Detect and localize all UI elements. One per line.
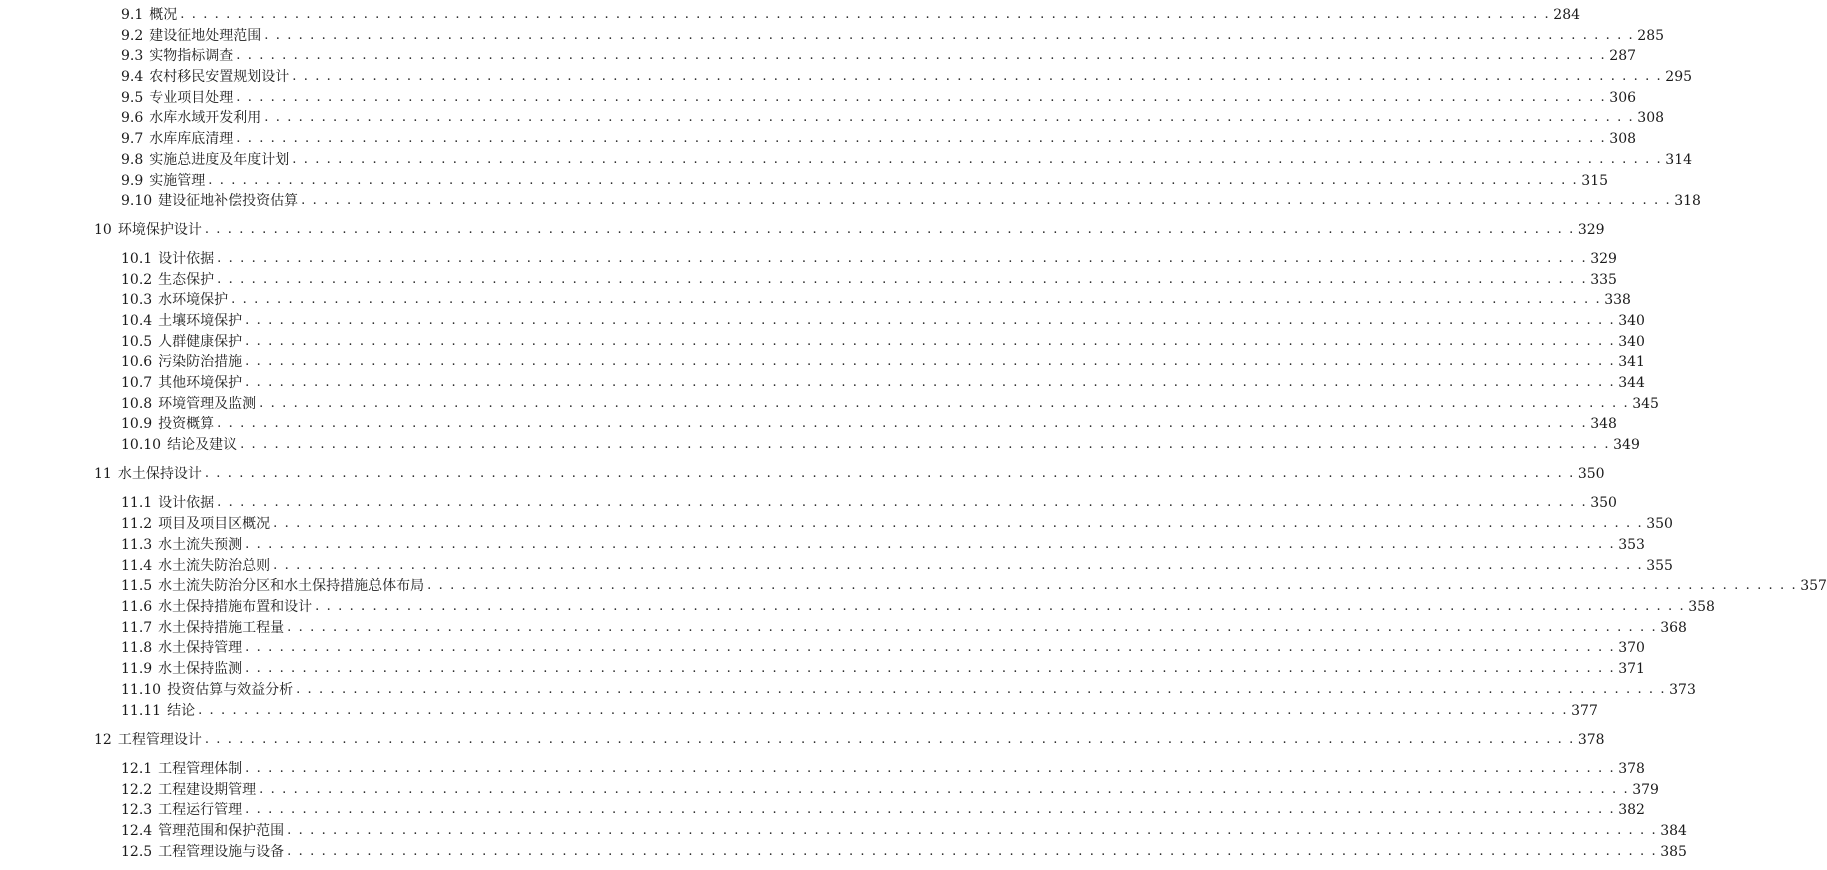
page-number: 378	[1577, 732, 1605, 748]
section-number: 9.4	[121, 69, 144, 85]
toc-section-entry[interactable]	[121, 535, 1645, 556]
section-number: 9.2	[121, 28, 144, 44]
page-number: 340	[1618, 334, 1645, 350]
section-title: 结论及建议	[167, 437, 238, 453]
section-title: 水土保持措施布置和设计	[158, 599, 313, 615]
section-title: 土壤环境保护	[158, 313, 243, 329]
toc-section-entry[interactable]	[121, 249, 1617, 270]
toc-section-entry[interactable]	[121, 680, 1696, 701]
page-number: 370	[1618, 640, 1645, 656]
section-title: 水土保持监测	[158, 661, 243, 677]
page-number: 350	[1646, 516, 1673, 532]
section-number: 10.5	[121, 334, 153, 350]
page-number: 338	[1604, 292, 1631, 308]
toc-section-entry[interactable]	[121, 394, 1659, 415]
dot-leader: . . . . . . . . . . . . . . . . . . . . . . . . . . . . . . . . . . . . . . . . . . . . . . . . . . . . . . . . . . . . . . . . . . . . . . . . . . . . . . . . . . . . . . . . . . . . . . . . . . . . . . . . . . . . . . . . . . . . . . . .	[198, 703, 1569, 718]
toc-entry-label	[121, 701, 195, 721]
section-title: 污染防治措施	[158, 354, 243, 370]
section-title: 设计依据	[158, 495, 215, 511]
section-title: 管理范围和保护范围	[158, 823, 285, 839]
toc-entry-label	[121, 352, 242, 372]
toc-entry-label	[121, 373, 242, 393]
toc-entry-label	[121, 311, 242, 331]
dot-leader: . . . . . . . . . . . . . . . . . . . . . . . . . . . . . . . . . . . . . . . . . . . . . . . . . . . . . . . . . . . . . . . . . . . . . . . . . . . . . . . . . . . . . . . . . . . . . . . . . . . . . . . . . . . . . . . . . . . . . . . .	[204, 732, 1575, 747]
toc-entry-label	[121, 290, 228, 310]
page-number: 371	[1618, 661, 1645, 677]
toc-entry-label	[121, 435, 237, 455]
section-title: 工程管理设施与设备	[158, 844, 285, 860]
section-title: 工程管理设计	[117, 732, 202, 748]
section-number: 10.10	[121, 437, 162, 453]
toc-entry-label	[121, 638, 242, 658]
section-number: 11.4	[121, 558, 153, 574]
dot-leader: . . . . . . . . . . . . . . . . . . . . . . . . . . . . . . . . . . . . . . . . . . . . . . . . . . . . . . . . . . . . . . . . . . . . . . . . . . . . . . . . . . . . . . . . . . . . . . . . . . . . . . . . . . . . . . . . . . . . . . . .	[236, 131, 1607, 146]
section-number: 10.1	[121, 251, 153, 267]
toc-entry-label	[121, 780, 256, 800]
toc-entry-label	[121, 821, 284, 841]
toc-entry-label	[121, 67, 289, 87]
section-title: 水库库底清理	[149, 131, 234, 147]
toc-entry-label	[121, 576, 424, 596]
section-title: 实施管理	[149, 173, 206, 189]
section-title: 结论	[167, 703, 196, 719]
dot-leader: . . . . . . . . . . . . . . . . . . . . . . . . . . . . . . . . . . . . . . . . . . . . . . . . . . . . . . . . . . . . . . . . . . . . . . . . . . . . . . . . . . . . . . . . . . . . . . . . . . . . . . . . . . . . . . . . . . . . . . . .	[287, 823, 1658, 838]
toc-entry-label	[121, 191, 298, 211]
section-title: 专业项目处理	[149, 90, 234, 106]
toc-entry-label	[121, 842, 284, 862]
page-number: 377	[1571, 703, 1598, 719]
dot-leader: . . . . . . . . . . . . . . . . . . . . . . . . . . . . . . . . . . . . . . . . . . . . . . . . . . . . . . . . . . . . . . . . . . . . . . . . . . . . . . . . . . . . . . . . . . . . . . . . . . . . . . . . . . . . . . . . . . . . . . . .	[180, 7, 1551, 22]
dot-leader: . . . . . . . . . . . . . . . . . . . . . . . . . . . . . . . . . . . . . . . . . . . . . . . . . . . . . . . . . . . . . . . . . . . . . . . . . . . . . . . . . . . . . . . . . . . . . . . . . . . . . . . . . . . . . . . . . . . . . . . .	[217, 495, 1588, 510]
toc-section-entry[interactable]	[121, 46, 1637, 67]
section-number: 11.5	[121, 578, 153, 594]
section-number: 10.6	[121, 354, 153, 370]
dot-leader: . . . . . . . . . . . . . . . . . . . . . . . . . . . . . . . . . . . . . . . . . . . . . . . . . . . . . . . . . . . . . . . . . . . . . . . . . . . . . . . . . . . . . . . . . . . . . . . . . . . . . . . . . . . . . . . . . . . . . . . .	[217, 251, 1588, 266]
toc-section-entry[interactable]	[121, 493, 1617, 514]
dot-leader: . . . . . . . . . . . . . . . . . . . . . . . . . . . . . . . . . . . . . . . . . . . . . . . . . . . . . . . . . . . . . . . . . . . . . . . . . . . . . . . . . . . . . . . . . . . . . . . . . . . . . . . . . . . . . . . . . . . . . . . .	[264, 110, 1635, 125]
page-number: 329	[1577, 222, 1605, 238]
section-title: 水土保持管理	[158, 640, 243, 656]
section-number: 12	[94, 732, 112, 748]
page-number: 314	[1665, 152, 1693, 168]
dot-leader: . . . . . . . . . . . . . . . . . . . . . . . . . . . . . . . . . . . . . . . . . . . . . . . . . . . . . . . . . . . . . . . . . . . . . . . . . . . . . . . . . . . . . . . . . . . . . . . . . . . . . . . . . . . . . . . . . . . . . . . .	[208, 173, 1579, 188]
section-title: 设计依据	[158, 251, 215, 267]
toc-section-entry[interactable]	[121, 191, 1701, 212]
section-number: 10.2	[121, 272, 153, 288]
dot-leader: . . . . . . . . . . . . . . . . . . . . . . . . . . . . . . . . . . . . . . . . . . . . . . . . . . . . . . . . . . . . . . . . . . . . . . . . . . . . . . . . . . . . . . . . . . . . . . . . . . . . . . . . . . . . . . . . . . . . . . . .	[245, 661, 1616, 676]
dot-leader: . . . . . . . . . . . . . . . . . . . . . . . . . . . . . . . . . . . . . . . . . . . . . . . . . . . . . . . . . . . . . . . . . . . . . . . . . . . . . . . . . . . . . . . . . . . . . . . . . . . . . . . . . . . . . . . . . . . . . . . .	[236, 90, 1607, 105]
section-number: 10.3	[121, 292, 153, 308]
dot-leader: . . . . . . . . . . . . . . . . . . . . . . . . . . . . . . . . . . . . . . . . . . . . . . . . . . . . . . . . . . . . . . . . . . . . . . . . . . . . . . . . . . . . . . . . . . . . . . . . . . . . . . . . . . . . . . . . . . . . . . . .	[259, 782, 1630, 797]
toc-entry-label	[121, 332, 242, 352]
section-title: 农村移民安置规划设计	[149, 69, 290, 85]
toc-section-entry[interactable]	[121, 780, 1659, 801]
section-number: 9.1	[121, 7, 144, 23]
toc-entry-label	[121, 108, 261, 128]
page-number: 318	[1674, 193, 1701, 209]
toc-section-entry[interactable]	[121, 129, 1637, 150]
toc-section-entry[interactable]	[121, 556, 1673, 577]
toc-entry-label	[121, 171, 205, 191]
dot-leader: . . . . . . . . . . . . . . . . . . . . . . . . . . . . . . . . . . . . . . . . . . . . . . . . . . . . . . . . . . . . . . . . . . . . . . . . . . . . . . . . . . . . . . . . . . . . . . . . . . . . . . . . . . . . . . . . . . . . . . . .	[287, 620, 1658, 635]
dot-leader: . . . . . . . . . . . . . . . . . . . . . . . . . . . . . . . . . . . . . . . . . . . . . . . . . . . . . . . . . . . . . . . . . . . . . . . . . . . . . . . . . . . . . . . . . . . . . . . . . . . . . . . . . . . . . . . . . . . . . . . .	[231, 292, 1602, 307]
toc-entry-label	[121, 535, 242, 555]
section-number: 10.7	[121, 375, 153, 391]
toc-entry-label	[121, 414, 214, 434]
toc-section-entry[interactable]	[121, 800, 1645, 821]
toc-section-entry[interactable]	[121, 5, 1581, 26]
dot-leader: . . . . . . . . . . . . . . . . . . . . . . . . . . . . . . . . . . . . . . . . . . . . . . . . . . . . . . . . . . . . . . . . . . . . . . . . . . . . . . . . . . . . . . . . . . . . . . . . . . . . . . . . . . . . . . . . . . . . . . . .	[245, 354, 1616, 369]
toc-entry-label	[121, 249, 214, 269]
toc-entry-label	[121, 129, 233, 149]
section-number: 10.9	[121, 416, 153, 432]
section-number: 11.8	[121, 640, 153, 656]
dot-leader: . . . . . . . . . . . . . . . . . . . . . . . . . . . . . . . . . . . . . . . . . . . . . . . . . . . . . . . . . . . . . . . . . . . . . . . . . . . . . . . . . . . . . . . . . . . . . . . . . . . . . . . . . . . . . . . . . . . . . . . .	[264, 28, 1635, 43]
toc-section-entry[interactable]	[121, 759, 1645, 780]
toc-entry-label	[121, 680, 293, 700]
dot-leader: . . . . . . . . . . . . . . . . . . . . . . . . . . . . . . . . . . . . . . . . . . . . . . . . . . . . . . . . . . . . . . . . . . . . . . . . . . . . . . . . . . . . . . . . . . . . . . . . . . . . . . . . . . . . . . . . . . . . . . . .	[245, 537, 1616, 552]
dot-leader: . . . . . . . . . . . . . . . . . . . . . . . . . . . . . . . . . . . . . . . . . . . . . . . . . . . . . . . . . . . . . . . . . . . . . . . . . . . . . . . . . . . . . . . . . . . . . . . . . . . . . . . . . . . . . . . . . . . . . . . .	[217, 272, 1588, 287]
page-number: 357	[1800, 578, 1827, 594]
toc-section-entry[interactable]	[121, 311, 1645, 332]
section-number: 11.9	[121, 661, 153, 677]
section-number: 12.2	[121, 782, 153, 798]
toc-entry-label	[121, 618, 284, 638]
page-number: 353	[1618, 537, 1645, 553]
section-title: 项目及项目区概况	[158, 516, 271, 532]
toc-section-entry[interactable]	[121, 514, 1673, 535]
toc-section-entry[interactable]	[121, 150, 1693, 171]
section-title: 概况	[149, 7, 178, 23]
section-number: 11.7	[121, 620, 153, 636]
section-title: 工程管理体制	[158, 761, 243, 777]
dot-leader: . . . . . . . . . . . . . . . . . . . . . . . . . . . . . . . . . . . . . . . . . . . . . . . . . . . . . . . . . . . . . . . . . . . . . . . . . . . . . . . . . . . . . . . . . . . . . . . . . . . . . . . . . . . . . . . . . . . . . . . .	[245, 761, 1616, 776]
toc-section-entry[interactable]	[121, 26, 1665, 47]
section-number: 11.1	[121, 495, 153, 511]
section-title: 实物指标调查	[149, 48, 234, 64]
section-number: 11.11	[121, 703, 162, 719]
page-number: 358	[1688, 599, 1715, 615]
section-number: 12.5	[121, 844, 153, 860]
section-number: 10.8	[121, 396, 153, 412]
toc-chapter-entry[interactable]	[94, 464, 1605, 485]
section-number: 11.3	[121, 537, 153, 553]
page-number: 308	[1637, 110, 1665, 126]
page-number: 340	[1618, 313, 1645, 329]
page-number: 348	[1590, 416, 1617, 432]
section-title: 水库水域开发利用	[149, 110, 262, 126]
page-number: 315	[1581, 173, 1609, 189]
toc-entry-label	[121, 597, 312, 617]
toc-section-entry[interactable]	[121, 435, 1640, 456]
section-title: 水环境保护	[158, 292, 229, 308]
page-number: 384	[1660, 823, 1687, 839]
toc-section-entry[interactable]	[121, 290, 1631, 311]
dot-leader: . . . . . . . . . . . . . . . . . . . . . . . . . . . . . . . . . . . . . . . . . . . . . . . . . . . . . . . . . . . . . . . . . . . . . . . . . . . . . . . . . . . . . . . . . . . . . . . . . . . . . . . . . . . . . . . . . . . . . . . .	[287, 844, 1658, 859]
section-title: 建设征地补偿投资估算	[158, 193, 299, 209]
section-number: 12.4	[121, 823, 153, 839]
section-title: 水土保持设计	[117, 466, 202, 482]
dot-leader: . . . . . . . . . . . . . . . . . . . . . . . . . . . . . . . . . . . . . . . . . . . . . . . . . . . . . . . . . . . . . . . . . . . . . . . . . . . . . . . . . . . . . . . . . . . . . . . . . . . . . . . . . . . . . . . . . . . . . . . .	[245, 334, 1616, 349]
toc-entry-label	[94, 730, 202, 750]
toc-entry-label	[121, 556, 270, 576]
toc-section-entry[interactable]	[121, 171, 1609, 192]
section-number: 9.10	[121, 193, 153, 209]
section-number: 9.9	[121, 173, 144, 189]
dot-leader: . . . . . . . . . . . . . . . . . . . . . . . . . . . . . . . . . . . . . . . . . . . . . . . . . . . . . . . . . . . . . . . . . . . . . . . . . . . . . . . . . . . . . . . . . . . . . . . . . . . . . . . . . . . . . . . . . . . . . . . .	[245, 313, 1616, 328]
section-number: 12.3	[121, 802, 153, 818]
toc-section-entry[interactable]	[121, 821, 1687, 842]
dot-leader: . . . . . . . . . . . . . . . . . . . . . . . . . . . . . . . . . . . . . . . . . . . . . . . . . . . . . . . . . . . . . . . . . . . . . . . . . . . . . . . . . . . . . . . . . . . . . . . . . . . . . . . . . . . . . . . . . . . . . . . .	[273, 516, 1644, 531]
page-number: 350	[1577, 466, 1605, 482]
section-title: 其他环境保护	[158, 375, 243, 391]
toc-entry-label	[94, 220, 202, 240]
toc-section-entry[interactable]	[121, 414, 1617, 435]
dot-leader: . . . . . . . . . . . . . . . . . . . . . . . . . . . . . . . . . . . . . . . . . . . . . . . . . . . . . . . . . . . . . . . . . . . . . . . . . . . . . . . . . . . . . . . . . . . . . . . . . . . . . . . . . . . . . . . . . . . . . . . .	[240, 437, 1611, 452]
page-number: 378	[1618, 761, 1645, 777]
section-number: 10.4	[121, 313, 153, 329]
toc-section-entry[interactable]	[121, 701, 1598, 722]
toc-chapter-entry[interactable]	[94, 220, 1605, 241]
page-number: 350	[1590, 495, 1617, 511]
dot-leader: . . . . . . . . . . . . . . . . . . . . . . . . . . . . . . . . . . . . . . . . . . . . . . . . . . . . . . . . . . . . . . . . . . . . . . . . . . . . . . . . . . . . . . . . . . . . . . . . . . . . . . . . . . . . . . . . . . . . . . . .	[292, 69, 1663, 84]
dot-leader: . . . . . . . . . . . . . . . . . . . . . . . . . . . . . . . . . . . . . . . . . . . . . . . . . . . . . . . . . . . . . . . . . . . . . . . . . . . . . . . . . . . . . . . . . . . . . . . . . . . . . . . . . . . . . . . . . . . . . . . .	[301, 193, 1672, 208]
section-number: 12.1	[121, 761, 153, 777]
section-number: 11.10	[121, 682, 162, 698]
page-number: 349	[1613, 437, 1640, 453]
toc-entry-label	[121, 659, 242, 679]
page-number: 287	[1609, 48, 1637, 64]
toc-chapter-entry[interactable]	[94, 730, 1605, 751]
section-title: 工程运行管理	[158, 802, 243, 818]
page-number: 345	[1632, 396, 1659, 412]
toc-entry-label	[121, 759, 242, 779]
dot-leader: . . . . . . . . . . . . . . . . . . . . . . . . . . . . . . . . . . . . . . . . . . . . . . . . . . . . . . . . . . . . . . . . . . . . . . . . . . . . . . . . . . . . . . . . . . . . . . . . . . . . . . . . . . . . . . . . . . . . . . . .	[259, 396, 1630, 411]
toc-section-entry[interactable]	[121, 352, 1645, 373]
toc-entry-label	[121, 493, 214, 513]
toc-entry-label	[121, 394, 256, 414]
toc-section-entry[interactable]	[121, 270, 1617, 291]
page-number: 382	[1618, 802, 1645, 818]
toc-section-entry[interactable]	[121, 618, 1687, 639]
section-number: 11	[94, 466, 112, 482]
toc-section-entry[interactable]	[121, 638, 1645, 659]
section-title: 水土流失预测	[158, 537, 243, 553]
section-number: 9.6	[121, 110, 144, 126]
toc-section-entry[interactable]	[121, 88, 1637, 109]
toc-entry-label	[121, 514, 270, 534]
section-number: 9.8	[121, 152, 144, 168]
toc-entry-label	[121, 5, 177, 25]
section-title: 投资概算	[158, 416, 215, 432]
toc-section-entry[interactable]	[121, 842, 1687, 863]
section-number: 11.2	[121, 516, 153, 532]
section-title: 水土流失防治总则	[158, 558, 271, 574]
page-number: 385	[1660, 844, 1687, 860]
page-number: 373	[1669, 682, 1696, 698]
toc-section-entry[interactable]	[121, 108, 1665, 129]
dot-leader: . . . . . . . . . . . . . . . . . . . . . . . . . . . . . . . . . . . . . . . . . . . . . . . . . . . . . . . . . . . . . . . . . . . . . . . . . . . . . . . . . . . . . . . . . . . . . . . . . . . . . . . . . . . . . . . . . . . . . . . .	[245, 640, 1616, 655]
toc-section-entry[interactable]	[121, 67, 1693, 88]
toc-section-entry[interactable]	[121, 332, 1645, 353]
page-number: 341	[1618, 354, 1645, 370]
page-number: 306	[1609, 90, 1637, 106]
section-title: 投资估算与效益分析	[167, 682, 294, 698]
toc-section-entry[interactable]	[121, 576, 1827, 597]
page-number: 308	[1609, 131, 1637, 147]
page-number: 368	[1660, 620, 1687, 636]
section-title: 水土保持措施工程量	[158, 620, 285, 636]
page-number: 379	[1632, 782, 1659, 798]
page-number: 329	[1590, 251, 1617, 267]
section-number: 10	[94, 222, 112, 238]
toc-entry-label	[94, 464, 202, 484]
toc-entry-label	[121, 88, 233, 108]
dot-leader: . . . . . . . . . . . . . . . . . . . . . . . . . . . . . . . . . . . . . . . . . . . . . . . . . . . . . . . . . . . . . . . . . . . . . . . . . . . . . . . . . . . . . . . . . . . . . . . . . . . . . . . . . . . . . . . . . . . . . . . .	[245, 375, 1616, 390]
section-title: 建设征地处理范围	[149, 28, 262, 44]
dot-leader: . . . . . . . . . . . . . . . . . . . . . . . . . . . . . . . . . . . . . . . . . . . . . . . . . . . . . . . . . . . . . . . . . . . . . . . . . . . . . . . . . . . . . . . . . . . . . . . . . . . . . . . . . . . . . . . . . . . . . . . .	[204, 466, 1575, 481]
page-number: 344	[1618, 375, 1645, 391]
page-number: 284	[1553, 7, 1581, 23]
section-title: 生态保护	[158, 272, 215, 288]
section-title: 环境管理及监测	[158, 396, 257, 412]
page-number: 355	[1646, 558, 1673, 574]
dot-leader: . . . . . . . . . . . . . . . . . . . . . . . . . . . . . . . . . . . . . . . . . . . . . . . . . . . . . . . . . . . . . . . . . . . . . . . . . . . . . . . . . . . . . . . . . . . . . . . . . . . . . . . . . . . . . . . . . . . . . . . .	[315, 599, 1686, 614]
toc-entry-label	[121, 800, 242, 820]
dot-leader: . . . . . . . . . . . . . . . . . . . . . . . . . . . . . . . . . . . . . . . . . . . . . . . . . . . . . . . . . . . . . . . . . . . . . . . . . . . . . . . . . . . . . . . . . . . . . . . . . . . . . . . . . . . . . . . . . . . . . . . .	[296, 682, 1667, 697]
dot-leader: . . . . . . . . . . . . . . . . . . . . . . . . . . . . . . . . . . . . . . . . . . . . . . . . . . . . . . . . . . . . . . . . . . . . . . . . . . . . . . . . . . . . . . . . . . . . . . . . . . . . . . . . . . . . . . . . . . . . . . . .	[204, 222, 1575, 237]
toc-section-entry[interactable]	[121, 659, 1645, 680]
section-title: 工程建设期管理	[158, 782, 257, 798]
page-number: 285	[1637, 28, 1665, 44]
toc-entry-label	[121, 26, 261, 46]
section-title: 环境保护设计	[117, 222, 202, 238]
toc-entry-label	[121, 150, 289, 170]
toc-section-entry[interactable]	[121, 597, 1715, 618]
section-number: 9.7	[121, 131, 144, 147]
dot-leader: . . . . . . . . . . . . . . . . . . . . . . . . . . . . . . . . . . . . . . . . . . . . . . . . . . . . . . . . . . . . . . . . . . . . . . . . . . . . . . . . . . . . . . . . . . . . . . . . . . . . . . . . . . . . . . . . . . . . . . . .	[427, 578, 1798, 593]
dot-leader: . . . . . . . . . . . . . . . . . . . . . . . . . . . . . . . . . . . . . . . . . . . . . . . . . . . . . . . . . . . . . . . . . . . . . . . . . . . . . . . . . . . . . . . . . . . . . . . . . . . . . . . . . . . . . . . . . . . . . . . .	[292, 152, 1663, 167]
section-number: 11.6	[121, 599, 153, 615]
toc-entry-label	[121, 270, 214, 290]
dot-leader: . . . . . . . . . . . . . . . . . . . . . . . . . . . . . . . . . . . . . . . . . . . . . . . . . . . . . . . . . . . . . . . . . . . . . . . . . . . . . . . . . . . . . . . . . . . . . . . . . . . . . . . . . . . . . . . . . . . . . . . .	[236, 48, 1607, 63]
section-title: 水土流失防治分区和水土保持措施总体布局	[158, 578, 425, 594]
section-number: 9.3	[121, 48, 144, 64]
section-title: 人群健康保护	[158, 334, 243, 350]
dot-leader: . . . . . . . . . . . . . . . . . . . . . . . . . . . . . . . . . . . . . . . . . . . . . . . . . . . . . . . . . . . . . . . . . . . . . . . . . . . . . . . . . . . . . . . . . . . . . . . . . . . . . . . . . . . . . . . . . . . . . . . .	[273, 558, 1644, 573]
page-number: 295	[1665, 69, 1693, 85]
section-title: 实施总进度及年度计划	[149, 152, 290, 168]
section-number: 9.5	[121, 90, 144, 106]
dot-leader: . . . . . . . . . . . . . . . . . . . . . . . . . . . . . . . . . . . . . . . . . . . . . . . . . . . . . . . . . . . . . . . . . . . . . . . . . . . . . . . . . . . . . . . . . . . . . . . . . . . . . . . . . . . . . . . . . . . . . . . .	[245, 802, 1616, 817]
toc-entry-label	[121, 46, 233, 66]
toc-section-entry[interactable]	[121, 373, 1645, 394]
dot-leader: . . . . . . . . . . . . . . . . . . . . . . . . . . . . . . . . . . . . . . . . . . . . . . . . . . . . . . . . . . . . . . . . . . . . . . . . . . . . . . . . . . . . . . . . . . . . . . . . . . . . . . . . . . . . . . . . . . . . . . . .	[217, 416, 1588, 431]
page-number: 335	[1590, 272, 1617, 288]
